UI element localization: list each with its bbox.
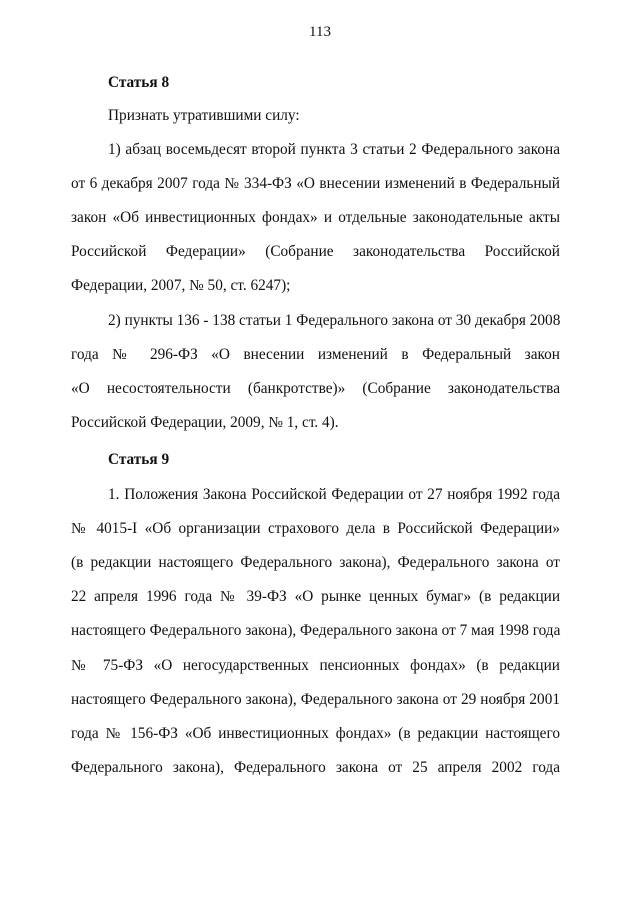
article-9-item-1-line: № 75-ФЗ «О негосударственных пенсионных фондах» (в редакции [71, 657, 560, 674]
article-9-item-1-line: Федерального закона), Федерального закона от 25 апреля 2002 года [71, 759, 560, 776]
article-8-item-2-line: года № 296-ФЗ «О внесении изменений в Федеральный закон [71, 346, 560, 363]
article-8-heading: Статья 8 [108, 74, 170, 91]
article-8-item-1-line: Федерации, 2007, № 50, ст. 6247); [71, 277, 291, 294]
article-8-item-1-line: Российской Федерации» (Собрание законодательства Российской [71, 243, 560, 260]
article-8-item-2-line: Российской Федерации, 2009, № 1, ст. 4). [71, 414, 339, 431]
article-9-item-1-line: 22 апреля 1996 года № 39-ФЗ «О рынке ценных бумаг» (в редакции [71, 588, 560, 605]
article-9-item-1-line: года № 156-ФЗ «Об инвестиционных фондах» (в редакции настоящего [71, 725, 560, 742]
article-9-item-1-line: 1. Положения Закона Российской Федерации от 27 ноября 1992 года [108, 486, 560, 503]
article-8-intro: Признать утратившими силу: [108, 107, 300, 124]
article-9-heading: Статья 9 [108, 451, 170, 468]
article-9-item-1-line: № 4015-I «Об организации страхового дела в Российской Федерации» [71, 520, 560, 537]
article-8-item-1-line: закон «Об инвестиционных фондах» и отдельные законодательные акты [71, 209, 560, 226]
article-9-item-1-line: (в редакции настоящего Федерального закона), Федерального закона от [71, 554, 560, 571]
article-8-item-2-line: 2) пункты 136 - 138 статьи 1 Федерального закона от 30 декабря 2008 [108, 312, 561, 329]
article-8-item-1-line: от 6 декабря 2007 года № 334-ФЗ «О внесении изменений в Федеральный [71, 175, 560, 192]
article-9-item-1-line: настоящего Федерального закона), Федерального закона от 29 ноября 2001 [71, 691, 560, 708]
article-9-item-1-line: настоящего Федерального закона), Федерального закона от 7 мая 1998 года [71, 622, 561, 639]
article-8-item-1-line: 1) абзац восемьдесят второй пункта 3 статьи 2 Федерального закона [108, 141, 560, 158]
page-number: 113 [309, 24, 331, 40]
article-8-item-2-line: «О несостоятельности (банкротстве)» (Собрание законодательства [71, 380, 560, 397]
